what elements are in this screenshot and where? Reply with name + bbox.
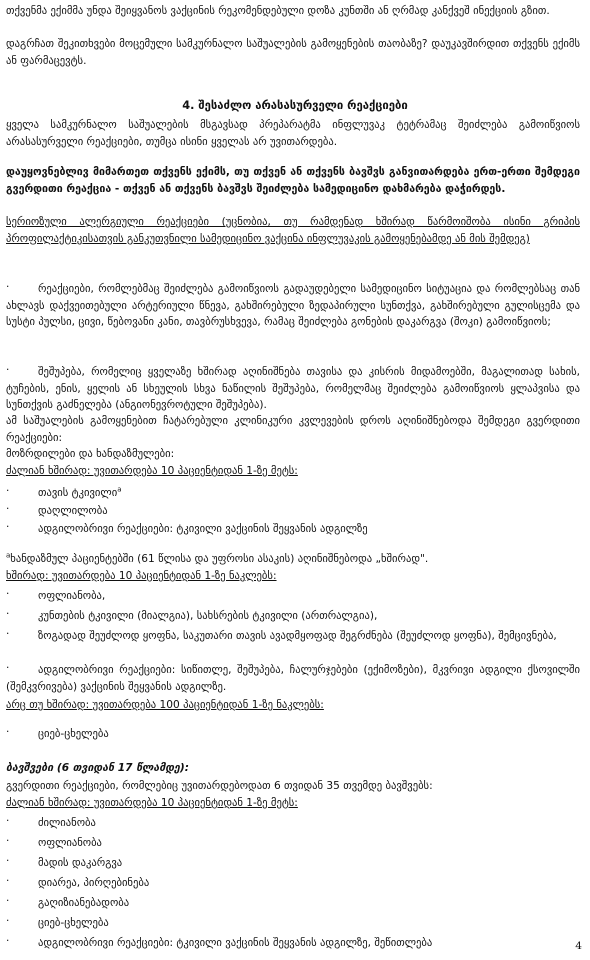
bullet-mark: ·	[6, 503, 10, 515]
list-item: ადგილობრივი რეაქციები: ტკივილი ვაქცინის შეყვანის ადგილზე, შეწითლება	[38, 937, 433, 949]
bullet-mark: ·	[6, 588, 10, 600]
frequency-uncommon: არც თუ ხშირად: უვითარდება 100 პაციენტიდან 1-ზე ნაკლებს:	[6, 699, 324, 711]
list-item-wrapped	[6, 662, 580, 695]
bullet-mark: ·	[6, 281, 10, 293]
list-item: ოფლიანობა,	[38, 590, 106, 602]
bullet-mark: ·	[6, 835, 10, 847]
frequency-common: ხშირად: უვითარდება 10 პაციენტიდან 1-ზე ნაკლებს:	[6, 570, 277, 582]
paragraph-clinical: ამ საშუალების გამოყენებით ჩატარებული კლინიკური კვლევების დროს აღინიშნებოდა შემდეგი გვერდითი რეაქციები:	[6, 415, 580, 444]
section-heading: 4. შესაძლო არასასურველი რეაქციები	[182, 99, 408, 112]
bullet-mark: ·	[6, 662, 10, 674]
list-item: ციებ-ცხელება	[38, 917, 109, 929]
bullet-mark: ·	[6, 521, 10, 533]
edema-text: შეშუპება, რომელიც ყველაზე ხშირად აღინიშნება თავისა და კისრის მიდამოებში, მაგალითად სახის, ტუჩების, ენის, ყელის ან სხეულის სხვა ნაწილის შეშუპება, რომელმაც შეიძლება გამოიწვიოს ყლაპვისა და სუნთქვის გაძნელება (ანგიონევროტული შეშუპება).	[6, 366, 580, 412]
subheading-adults: მოზრდილები და ხანდაზმულები:	[6, 448, 175, 460]
list-item: ძილიანობა	[38, 817, 96, 829]
paragraph-dose: თქვენმა ექიმმა უნდა შეიყვანოს ვაქცინის რეკომენდებული დოზა კუნთში ან ღრმად კანქვეშ ინექციის გზით.	[6, 5, 550, 17]
bullet-mark: ·	[6, 915, 10, 927]
children-heading: ბავშვები (6 თვიდან 17 წლამდე):	[6, 762, 189, 774]
bullet-mark: ·	[6, 485, 10, 497]
paragraph-children: გვერდითი რეაქციები, რომლებიც უვითარდებოდათ 6 თვიდან 35 თვემდე ბავშვებს:	[6, 780, 433, 792]
frequency-very-common-children: ძალიან ხშირად: უვითარდება 10 პაციენტიდან 1-ზე მეტს:	[6, 797, 298, 809]
bullet-mark: ·	[6, 726, 10, 738]
frequency-very-common: ძალიან ხშირად: უვითარდება 10 პაციენტიდან 1-ზე მეტს:	[6, 465, 298, 477]
list-item: ციებ-ცხელება	[38, 728, 109, 740]
paragraph-shock	[6, 281, 580, 331]
list-item: დიარეა, პირღებინება	[38, 877, 150, 889]
paragraph-urgent: დაუყოვნებლივ მიმართეთ თქვენს ექიმს, თუ თქვენ ან თქვენს ბავშვს განვითარდება ერთ-ერთი შემდეგი გვერდითი რეაქცია - თქვენ ან თქვენს ბავშვს შეიძლება სამედიცინო დახმარება დაჭირდეს.	[6, 166, 580, 195]
bullet-mark: ·	[6, 855, 10, 867]
item-text: ადგილობრივი რეაქციები: სიწითლე, შეშუპება, ჩალურჯებები (ექიმოზები), მკვრივი ადგილი ქსოვილში (შემკვრივება) ვაქცინის შეყვანის ადგილზე.	[6, 664, 580, 693]
list-item	[38, 485, 583, 501]
bullet-mark: ·	[6, 895, 10, 907]
paragraph-questions: დაგრჩათ შეკითხვები მოცემული სამკურნალო საშუალების გამოყენების თაობაზე? დაუკავშირდით თქვენს ექიმს ან ფარმაცევტს.	[6, 38, 580, 67]
item-text: თავის ტკივილი	[38, 487, 118, 499]
list-item: ოფლიანობა	[38, 837, 102, 849]
list-item-wrapped	[6, 628, 580, 645]
list-item: გაღიზიანებადობა	[38, 897, 130, 909]
bullet-mark: ·	[6, 815, 10, 827]
shock-text: რეაქციები, რომლებმაც შეიძლება გამოიწვიოს გადაუდებელი სამედიცინო სიტუაცია და რომლებსაც თან ახლავს დაქვეითებული არტერიული წნევა, გახშირებული ზედაპირული სუნთქვა, გახშირებული გულისცემა და სუსტი პულსი, ცივი, წებოვანი კანი, თავბრუსხვევა, რამაც შეიძლება გონების დაკარგვა (შოკი) გამოიწვიოს;	[6, 283, 580, 329]
footnote	[6, 551, 580, 568]
list-item: დაღლილობა	[38, 505, 108, 517]
paragraph-allergic: სერიოზული ალერგიული რეაქციები (უცნობია, თუ რამდენად ხშირად წარმოიშობა ისინი გრიპის პროფილაქტიკისათვის განკუთვნილი სამედიცინო ვაქცინა ინფლუვაკის გამოყენებამდე ან მის შემდეგ)	[6, 216, 580, 245]
bullet-mark: ·	[6, 608, 10, 620]
page-number: 4	[575, 940, 582, 952]
item-text: ზოგადად შეუძლოდ ყოფნა, საკუთარი თავის ავადმყოფად შეგრძნება (შეუძლოდ ყოფნა), შემცივნება,	[38, 630, 557, 642]
bullet-mark: ·	[6, 628, 10, 640]
footnote-marker: a	[117, 485, 122, 494]
bullet-mark: ·	[6, 364, 10, 376]
paragraph-intro: ყველა სამკურნალო საშუალების მსგავსად პრეპარატმა ინფლუვაკ ტეტრამაც შეიძლება გამოიწვიოს არასასურველი რეაქციები, თუმცა ისინი ყველას არ უვითარდება.	[6, 119, 580, 148]
footnote-text: ხანდაზმულ პაციენტებში (61 წლისა და უფროსი ასაკის) აღინიშნებოდა „ხშირად".	[10, 553, 429, 565]
list-item: ადგილობრივი რეაქციები: ტკივილი ვაქცინის შეყვანის ადგილზე	[38, 523, 368, 535]
footnote-marker: a	[6, 551, 11, 560]
bullet-mark: ·	[6, 875, 10, 887]
list-item: კუნთების ტკივილი (მიალგია), სახსრების ტკივილი (ართრალგია),	[38, 610, 378, 622]
bullet-mark: ·	[6, 935, 10, 947]
paragraph-edema	[6, 364, 580, 414]
list-item: მადის დაკარგვა	[38, 857, 123, 869]
